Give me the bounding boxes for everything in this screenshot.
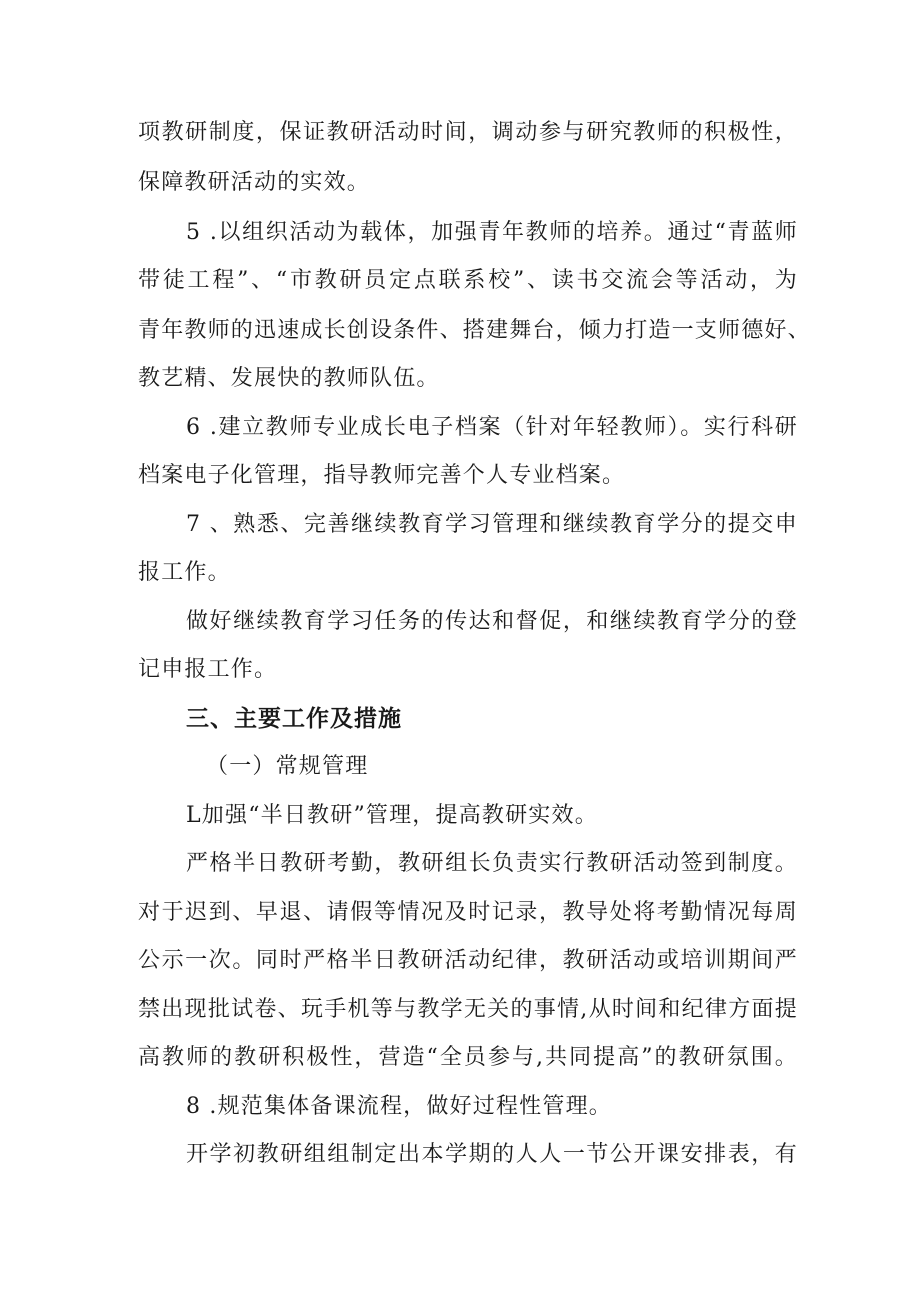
paragraph-line: 对于迟到、早退、请假等情况及时记录，教导处将考勤情况每周 [138,900,798,925]
list-item-7-line: 7 、熟悉、完善继续教育学习管理和继续教育学分的提交申 [186,512,798,537]
list-item-1-line: L加强“半日教研”管理，提高教研实效。 [186,803,598,828]
paragraph-line: 做好继续教育学习任务的传达和督促，和继续教育学分的登 [186,609,798,634]
paragraph-line: 高教师的教研积极性，营造“全员参与,共同提高”的教研氛围。 [138,1045,798,1070]
paragraph-line: 严格半日教研考勤，教研组长负责实行教研活动签到制度。 [186,851,798,876]
section-heading: 三、主要工作及措施 [186,706,402,732]
paragraph-line: 公示一次。同时严格半日教研活动纪律，教研活动或培训期间严 [138,948,798,973]
paragraph-line: 档案电子化管理，指导教师完善个人专业档案。 [138,463,626,488]
list-item-8-line: 8 .规范集体备课流程，做好过程性管理。 [186,1094,612,1119]
paragraph-line: 报工作。 [138,560,231,585]
paragraph-line: 禁出现批试卷、玩手机等与教学无关的事情,从时间和纪律方面提 [138,997,798,1022]
list-item-6-line: 6 .建立教师专业成长电子档案（针对年轻教师）。实行科研 [186,415,798,440]
paragraph-line: 开学初教研组组制定出本学期的人人一节公开课安排表，有 [186,1142,798,1167]
paragraph-line: 记申报工作。 [138,657,278,682]
subsection-heading: （一）常规管理 [206,754,369,779]
list-item-5-line: 5 .以组织活动为载体，加强青年教师的培养。通过“青蓝师 [186,220,798,245]
paragraph-line: 教艺精、发展快的教师队伍。 [138,366,440,391]
paragraph-line: 带徒工程”、“市教研员定点联系校”、读书交流会等活动，为 [138,268,798,293]
paragraph-line: 项教研制度，保证教研活动时间，调动参与研究教师的积极性， [138,120,798,145]
paragraph-line: 保障教研活动的实效。 [138,170,371,195]
paragraph-line: 青年教师的迅速成长创设条件、搭建舞台，倾力打造一支师德好、 [138,318,811,343]
